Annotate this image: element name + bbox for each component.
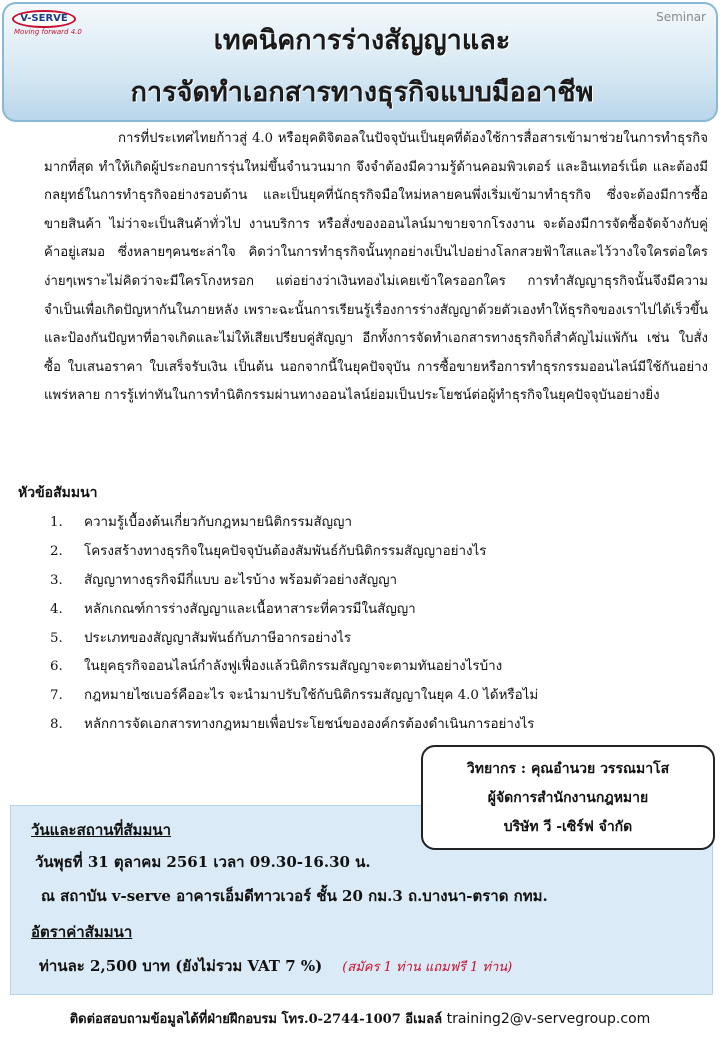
- topic-number: 2.: [50, 543, 63, 559]
- topic-number: 6.: [50, 659, 63, 675]
- topic-item: [44, 596, 704, 625]
- title-line-2: การจัดทำเอกสารทางธุรกิจแบบมืออาชีพ: [130, 77, 594, 108]
- speaker-name: วิทยากร : คุณอำนวย วรรณมาโส: [466, 761, 670, 777]
- topic-text: ความรู้เบื้องต้นเกี่ยวกับกฎหมายนิติกรรมสัญญา: [84, 515, 352, 530]
- speaker-position: ผู้จัดการสำนักงานกฎหมาย: [487, 790, 649, 806]
- topic-item: [44, 682, 704, 711]
- topics-list: [44, 509, 704, 740]
- intro-paragraph: การที่ประเทศไทยก้าวสู่ 4.0 หรือยุคดิจิตอลในปัจจุบันเป็นยุคที่ต้องใช้การสื่อสารเข้ามาช่วยในการทำธุรกิจมากที่สุด ทำให้เกิดผู้ประกอบการรุ่นใหม่ขึ้นจำนวนมาก จึงจำต้องมีความรู้ด้านคอมพิวเตอร์ และอินเทอร์เน็ต และต้องมีกลยุทธ์ในการทำธุรกิจอย่างรอบด้าน และเป็นยุคที่นักธุรกิจมือใหม่หลายคนพึ่งเริ่มเข้ามาทำธุรกิจ ซึ่งจะต้องมีการซื้อขายสินค้า ไม่ว่าจะเป็นสินค้าทั่วไป งานบริการ หรือสั่งของออนไลน์มาขายจากโรงงาน จะต้องมีการจัดซื้อจัดจ้างกับคู่ค้าอยู่เสมอ ซึ่งหลายๆคนชะล่าใจ คิดว่าในการทำธุรกิจนั้นทุกอย่างเป็นไปอย่างโลกสวยฟ้าใสและไว้วางใจใครต่อใครง่ายๆเพราะไม่คิดว่าจะมีใครโกงหรอก แต่อย่างว่าเงินทองไม่เคยเข้าใครออกใคร การทำสัญญาธุรกิจนั้นจึงมีความจำเป็นเพื่อเกิดปัญหากันในภายหลัง เพราะฉะนั้นการเรียนรู้เรื่องการร่างสัญญาด้วยตัวเองทำให้ธุรกิจของเราไปได้เร็วขึ้นและป้องกันปัญหาที่อาจเกิดและไม่ให้เสียเปรียบคู่สัญญา อีกทั้งการจัดทำเอกสารทางธุรกิจก็สำคัญไม่แพ้กัน เช่น ใบสั่งซื้อ ใบเสนอราคา ใบเสร็จรับเงิน เป็นต้น นอกจากนี้ในยุคปัจจุบัน การซื้อขายหรือการทำธุรกรรมออนไลน์มีใช้กันอย่างแพร่หลาย การรู้เท่าทันในการทำนิติกรรมผ่านทางออนไลน์ย่อมเป็นประโยชน์ต่อผู้ทำธุรกิจในยุคปัจจุบันอย่างยิ่ง: [44, 131, 708, 404]
- topic-text: ประเภทของสัญญาสัมพันธ์กับภาษีอากรอย่างไร: [84, 630, 352, 646]
- title-line-1: เทคนิคการร่างสัญญาและ: [213, 25, 511, 56]
- contact-text: ติดต่อสอบถามข้อมูลได้ที่ฝ่ายฝึกอบรม โทร.0-2744-1007 อีเมลล์: [69, 1012, 443, 1027]
- logo-badge: V-SERVE: [12, 10, 76, 28]
- topics-heading: หัวข้อสัมมนา: [18, 485, 98, 501]
- price-text: ท่านละ 2,500 บาท (ยังไม่รวม VAT 7 %): [39, 957, 323, 975]
- topic-text: กฎหมายไซเบอร์คืออะไร จะนำมาปรับใช้กับนิติกรรมสัญญาในยุค 4.0 ได้หรือไม่: [84, 688, 539, 704]
- contact-footer: [0, 1008, 720, 1029]
- header-banner: [2, 2, 718, 122]
- rate-heading: อัตราค่าสัมมนา: [31, 923, 133, 941]
- topic-item: [44, 538, 704, 567]
- topic-item: [44, 711, 704, 740]
- topic-text: โครงสร้างทางธุรกิจในยุคปัจจุบันต้องสัมพันธ์กับนิติกรรมสัญญาอย่างไร: [84, 543, 487, 559]
- topic-number: 8.: [50, 717, 63, 733]
- topic-item: [44, 509, 704, 538]
- speaker-box: [421, 745, 715, 850]
- speaker-company: บริษัท วี -เซิร์ฟ จำกัด: [503, 819, 633, 835]
- topic-number: 5.: [50, 630, 63, 646]
- price-line: [39, 954, 512, 978]
- topic-number: 4.: [50, 601, 63, 617]
- topic-text: หลักเกณฑ์การร่างสัญญาและเนื้อหาสาระที่ควรมีในสัญญา: [84, 601, 416, 617]
- topic-number: 1.: [50, 515, 63, 530]
- topic-item: [44, 567, 704, 596]
- topic-text: หลักการจัดเอกสารทางกฎหมายเพื่อประโยชน์ขององค์กรต้องดำเนินการอย่างไร: [84, 717, 535, 733]
- event-venue: ณ สถาบัน v-serve อาคารเอ็มดีทาวเวอร์ ชั้น 20 กม.3 ถ.บางนา-ตราด กทม.: [41, 887, 548, 905]
- promo-text: (สมัคร 1 ท่าน แถมฟรี 1 ท่าน): [342, 960, 513, 975]
- venue-heading: วันและสถานที่สัมมนา: [31, 821, 172, 839]
- seminar-tag: Seminar: [656, 10, 706, 24]
- event-date: วันพุธที่ 31 ตุลาคม 2561 เวลา 09.30-16.30 น.: [35, 853, 371, 871]
- topic-number: 7.: [50, 688, 63, 704]
- topic-number: 3.: [50, 572, 63, 588]
- contact-email[interactable]: training2@v-servegroup.com: [446, 1011, 651, 1027]
- topic-text: สัญญาทางธุรกิจมีกี่แบบ อะไรบ้าง พร้อมตัวอย่างสัญญา: [84, 572, 398, 588]
- topic-item: [44, 653, 704, 682]
- logo-tagline: Moving forward 4.0: [14, 28, 82, 36]
- topic-text: ในยุคธุรกิจออนไลน์กำลังฟูเฟื่องแล้วนิติกรรมสัญญาจะตามทันอย่างไรบ้าง: [84, 659, 503, 675]
- topic-item: [44, 625, 704, 654]
